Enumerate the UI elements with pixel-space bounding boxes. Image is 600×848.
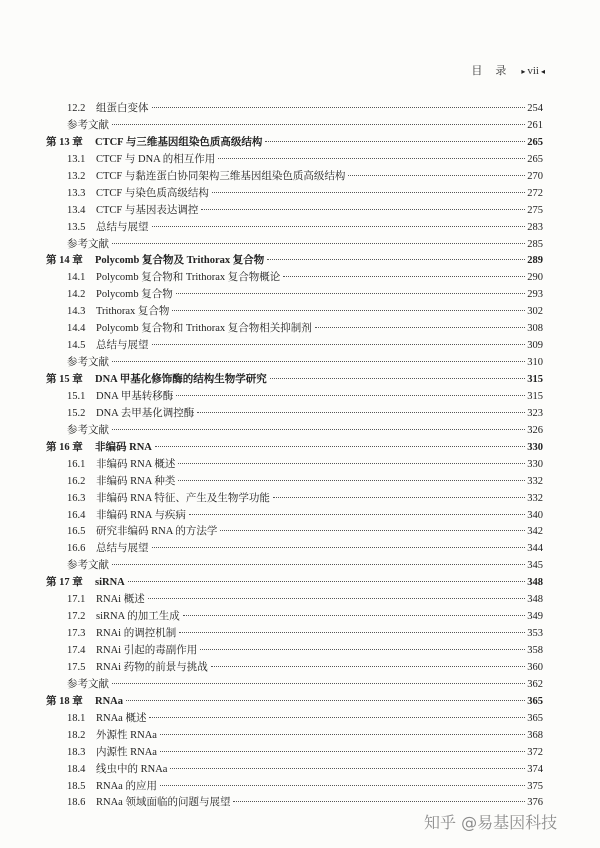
dot-leader <box>283 276 525 277</box>
entry-number: 17.3 <box>67 628 86 640</box>
entry-title: 参考文献 <box>67 119 109 131</box>
toc-references-entry <box>46 237 543 254</box>
entry-title: 非编码 RNA 特征、产生及生物学功能 <box>96 492 270 504</box>
entry-page-number: 348 <box>527 577 543 589</box>
entry-number: 15.2 <box>67 407 86 419</box>
toc-section-entry <box>46 270 543 287</box>
entry-number: 17.5 <box>67 661 86 673</box>
right-triangle-icon <box>521 67 525 76</box>
toc-chapter-entry <box>46 135 543 152</box>
entry-title: 参考文献 <box>67 238 109 250</box>
entry-number: 16.3 <box>67 492 86 504</box>
toc-section-entry <box>46 338 543 355</box>
dot-leader <box>233 801 525 802</box>
entry-page-number: 345 <box>527 560 543 572</box>
dot-leader <box>178 463 525 464</box>
entry-title: RNAa <box>95 695 123 707</box>
toc-section-entry <box>46 457 543 474</box>
entry-page-number: 308 <box>527 323 543 335</box>
entry-page-number: 283 <box>527 221 543 233</box>
dot-leader <box>315 327 525 328</box>
entry-number: 15.1 <box>67 390 86 402</box>
entry-number: 14.3 <box>67 306 86 318</box>
entry-page-number: 285 <box>527 238 543 250</box>
toc-section-entry <box>46 152 543 169</box>
dot-leader <box>170 768 525 769</box>
running-head-title: 目 录 <box>471 65 508 77</box>
dot-leader <box>178 480 525 481</box>
toc-section-entry <box>46 592 543 609</box>
toc-section-entry <box>46 762 543 779</box>
entry-number: 18.5 <box>67 780 86 792</box>
entry-title: 参考文献 <box>67 560 109 572</box>
entry-number: 14.2 <box>67 289 86 301</box>
toc-section-entry <box>46 779 543 796</box>
toc-section-entry <box>46 626 543 643</box>
entry-page-number: 349 <box>527 611 543 623</box>
entry-title: Polycomb 复合物和 Trithorax 复合物相关抑制剂 <box>96 323 312 335</box>
toc-section-entry <box>46 711 543 728</box>
entry-title: 非编码 RNA <box>95 441 152 453</box>
dot-leader <box>179 632 525 633</box>
toc-section-entry <box>46 304 543 321</box>
entry-number: 13.4 <box>67 204 86 216</box>
dot-leader <box>172 310 525 311</box>
entry-title: RNAi 引起的毒副作用 <box>96 645 198 656</box>
dot-leader <box>218 158 525 159</box>
entry-number: 13.1 <box>67 153 86 165</box>
entry-title: 参考文献 <box>67 424 109 436</box>
entry-title: 组蛋白变体 <box>96 103 149 114</box>
entry-title: DNA 甲基转移酶 <box>96 390 174 402</box>
entry-number: 13.2 <box>67 170 86 182</box>
entry-page-number: 340 <box>527 509 543 521</box>
entry-number: 18.4 <box>67 763 86 775</box>
entry-title: DNA 去甲基化调控酶 <box>96 407 195 419</box>
dot-leader <box>112 429 525 430</box>
entry-title: RNAa 的应用 <box>96 780 157 792</box>
toc-section-entry <box>46 220 543 237</box>
entry-title: RNAi 的调控机制 <box>96 628 177 640</box>
entry-number: 第 17 章 <box>46 577 83 589</box>
entry-number: 14.5 <box>67 340 86 352</box>
entry-number: 16.4 <box>67 509 86 521</box>
dot-leader <box>160 785 525 786</box>
entry-title: CTCF 与黏连蛋白协同架构三维基因组染色质高级结构 <box>96 170 346 182</box>
entry-title: CTCF 与染色质高级结构 <box>96 187 209 199</box>
entry-page-number: 323 <box>527 407 543 419</box>
entry-number: 16.5 <box>67 526 86 538</box>
entry-number: 18.2 <box>67 729 86 741</box>
entry-page-number: 330 <box>527 441 543 453</box>
dot-leader <box>270 378 525 379</box>
toc-references-entry <box>46 558 543 575</box>
dot-leader <box>112 564 525 565</box>
page-number: vii <box>527 65 539 77</box>
dot-leader <box>112 361 525 362</box>
dot-leader <box>265 141 525 142</box>
entry-page-number: 265 <box>527 136 543 148</box>
entry-title: RNAa 领域面临的问题与展望 <box>96 797 231 809</box>
entry-title: 参考文献 <box>67 678 109 690</box>
entry-title: 总结与展望 <box>96 340 149 352</box>
entry-page-number: 332 <box>527 475 543 487</box>
entry-number: 16.6 <box>67 543 86 555</box>
toc-section-entry <box>46 643 543 660</box>
entry-page-number: 254 <box>527 103 543 114</box>
toc-section-entry <box>46 541 543 558</box>
toc-section-entry <box>46 660 543 677</box>
dot-leader <box>155 446 525 447</box>
entry-number: 17.1 <box>67 594 86 606</box>
entry-title: 总结与展望 <box>96 543 149 555</box>
dot-leader <box>149 717 525 718</box>
dot-leader <box>183 615 525 616</box>
toc-chapter-entry <box>46 372 543 389</box>
dot-leader <box>112 124 525 125</box>
entry-number: 第 18 章 <box>46 695 83 707</box>
toc-section-entry <box>46 406 543 423</box>
entry-number: 12.2 <box>67 103 86 114</box>
toc-section-entry <box>46 491 543 508</box>
entry-page-number: 310 <box>527 357 543 369</box>
entry-title: 线虫中的 RNAa <box>96 763 168 775</box>
dot-leader <box>200 649 525 650</box>
entry-page-number: 315 <box>527 390 543 402</box>
entry-number: 18.1 <box>67 712 86 724</box>
toc-chapter-entry <box>46 575 543 592</box>
entry-page-number: 362 <box>527 678 543 690</box>
running-head <box>471 62 545 78</box>
entry-number: 13.3 <box>67 187 86 199</box>
dot-leader <box>267 259 525 260</box>
dot-leader <box>201 209 525 210</box>
dot-leader <box>152 344 526 345</box>
entry-page-number: 309 <box>527 340 543 352</box>
entry-page-number: 272 <box>527 187 543 199</box>
entry-number: 17.2 <box>67 611 86 623</box>
toc-chapter-entry <box>46 440 543 457</box>
entry-number: 18.3 <box>67 746 86 758</box>
dot-leader <box>348 175 525 176</box>
entry-title: Polycomb 复合物 <box>96 289 173 301</box>
entry-title: DNA 甲基化修饰酶的结构生物学研究 <box>95 374 267 385</box>
toc-references-entry <box>46 423 543 440</box>
entry-number: 16.2 <box>67 475 86 487</box>
dot-leader <box>148 598 525 599</box>
dot-leader <box>273 497 525 498</box>
entry-page-number: 270 <box>527 170 543 182</box>
entry-page-number: 330 <box>527 458 543 470</box>
entry-page-number: 375 <box>527 780 543 792</box>
entry-number: 第 14 章 <box>46 255 83 267</box>
entry-page-number: 372 <box>527 746 543 758</box>
dot-leader <box>112 683 525 684</box>
entry-number: 13.5 <box>67 221 86 233</box>
entry-page-number: 342 <box>527 526 543 538</box>
entry-title: RNAa 概述 <box>96 712 147 724</box>
entry-title: Polycomb 复合物和 Trithorax 复合物概论 <box>96 272 281 284</box>
toc-references-entry <box>46 677 543 694</box>
toc-section-entry <box>46 609 543 626</box>
entry-page-number: 326 <box>527 424 543 436</box>
entry-page-number: 315 <box>527 374 543 385</box>
entry-number: 第 15 章 <box>46 374 83 385</box>
entry-page-number: 261 <box>527 119 543 131</box>
entry-title: 非编码 RNA 种类 <box>96 475 176 487</box>
entry-title: Polycomb 复合物及 Trithorax 复合物 <box>95 255 265 267</box>
left-triangle-icon <box>541 67 545 76</box>
entry-number: 17.4 <box>67 645 86 656</box>
dot-leader <box>176 293 525 294</box>
entry-number: 18.6 <box>67 797 86 809</box>
entry-title: CTCF 与三维基因组染色质高级结构 <box>95 136 263 148</box>
toc-section-entry <box>46 101 543 118</box>
dot-leader <box>220 530 525 531</box>
entry-title: 内源性 RNAa <box>96 746 157 758</box>
entry-title: CTCF 与基因表达调控 <box>96 204 199 216</box>
dot-leader <box>152 107 526 108</box>
entry-page-number: 290 <box>527 272 543 284</box>
dot-leader <box>152 226 526 227</box>
toc-section-entry <box>46 474 543 491</box>
toc-section-entry <box>46 745 543 762</box>
entry-page-number: 353 <box>527 628 543 640</box>
dot-leader <box>189 514 525 515</box>
dot-leader <box>152 547 526 548</box>
dot-leader <box>160 734 525 735</box>
entry-page-number: 376 <box>527 797 543 809</box>
entry-page-number: 368 <box>527 729 543 741</box>
entry-number: 14.1 <box>67 272 86 284</box>
entry-title: 总结与展望 <box>96 221 149 233</box>
entry-title: Trithorax 复合物 <box>96 306 170 318</box>
toc-section-entry <box>46 186 543 203</box>
entry-page-number: 275 <box>527 204 543 216</box>
entry-page-number: 365 <box>527 712 543 724</box>
entry-title: CTCF 与 DNA 的相互作用 <box>96 153 216 165</box>
entry-title: RNAi 药物的前景与挑战 <box>96 661 208 673</box>
entry-page-number: 332 <box>527 492 543 504</box>
entry-page-number: 360 <box>527 661 543 673</box>
entry-title: 非编码 RNA 概述 <box>96 458 176 470</box>
entry-title: 参考文献 <box>67 357 109 369</box>
entry-title: siRNA 的加工生成 <box>96 611 180 623</box>
toc-section-entry <box>46 321 543 338</box>
entry-title: 非编码 RNA 与疾病 <box>96 509 186 521</box>
entry-number: 16.1 <box>67 458 86 470</box>
toc-section-entry <box>46 524 543 541</box>
dot-leader <box>112 243 525 244</box>
entry-number: 第 16 章 <box>46 441 83 453</box>
entry-page-number: 265 <box>527 153 543 165</box>
entry-number: 第 13 章 <box>46 136 83 148</box>
toc-chapter-entry <box>46 694 543 711</box>
toc-section-entry <box>46 287 543 304</box>
dot-leader <box>128 581 525 582</box>
dot-leader <box>197 412 525 413</box>
dot-leader <box>126 700 525 701</box>
entry-title: RNAi 概述 <box>96 594 145 606</box>
entry-page-number: 365 <box>527 695 543 707</box>
entry-title: 研究非编码 RNA 的方法学 <box>96 526 218 538</box>
dot-leader <box>211 666 525 667</box>
entry-title: 外源性 RNAa <box>96 729 157 741</box>
dot-leader <box>212 192 525 193</box>
entry-page-number: 348 <box>527 594 543 606</box>
entry-page-number: 344 <box>527 543 543 555</box>
toc-section-entry <box>46 389 543 406</box>
dot-leader <box>176 395 525 396</box>
toc-section-entry <box>46 169 543 186</box>
toc-references-entry <box>46 118 543 135</box>
watermark: 知乎 @易基因科技 <box>424 813 558 832</box>
entry-page-number: 374 <box>527 763 543 775</box>
toc-chapter-entry <box>46 253 543 270</box>
entry-page-number: 358 <box>527 645 543 656</box>
entry-number: 14.4 <box>67 323 86 335</box>
entry-page-number: 293 <box>527 289 543 301</box>
entry-page-number: 302 <box>527 306 543 318</box>
table-of-contents <box>46 101 543 812</box>
toc-section-entry <box>46 728 543 745</box>
toc-section-entry <box>46 203 543 220</box>
toc-section-entry <box>46 508 543 525</box>
toc-references-entry <box>46 355 543 372</box>
entry-page-number: 289 <box>527 255 543 267</box>
entry-title: siRNA <box>95 577 125 589</box>
dot-leader <box>160 751 525 752</box>
